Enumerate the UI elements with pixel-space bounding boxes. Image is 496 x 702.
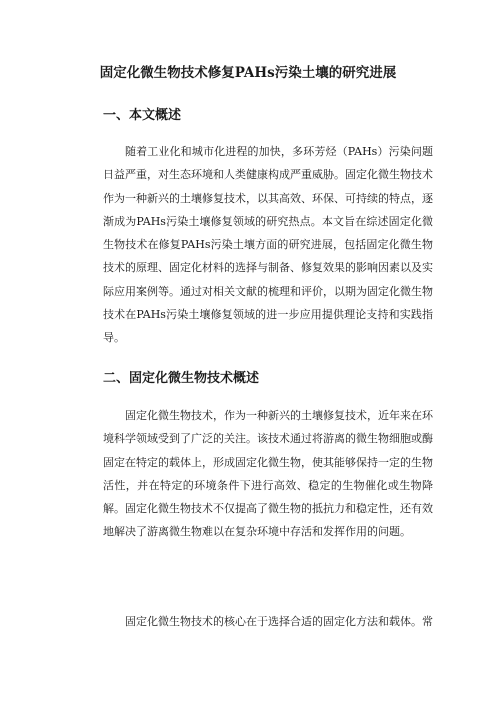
overview-paragraph: 随着工业化和城市化进程的加快，多环芳烃（PAHs）污染问题日益严重，对生态环境和人类健康构成严重威胁。固定化微生物技术作为一种新兴的土壤修复技术，以其高效、环保、可持续的特点，逐渐成为PAHs污染土壤修复领域的研究热点。本文旨在综述固定化微生物技术在修复PAHs污染土壤方面的研究进展，包括固定化微生物技术的原理、固定化材料的选择与制备、修复效果的影响因素以及实际应用案例等。通过对相关文献的梳理和评价，以期为固定化微生物技术在PAHs污染土壤修复领域的进一步应用提供理论支持和实践指导。 (103, 145, 433, 345)
document-title: 固定化微生物技术修复PAHs污染土壤的研究进展 (99, 65, 397, 81)
technology-paragraph-2: 固定化微生物技术的核心在于选择合适的固定化方法和载体。常 (125, 615, 433, 628)
technology-paragraph-1: 固定化微生物技术，作为一种新兴的土壤修复技术，近年来在环境科学领域受到了广泛的关注。该技术通过将游离的微生物细胞或酶固定在特定的载体上，形成固定化微生物，使其能够保持一定的生物活性，并在特定的环境条件下进行高效、稳定的生物催化或生物降解。固定化微生物技术不仅提高了微生物的抵抗力和稳定性，还有效地解决了游离微生物难以在复杂环境中存活和发挥作用的问题。 (103, 409, 433, 539)
section-heading-technology: 二、固定化微生物技术概述 (103, 371, 260, 386)
section-heading-overview: 一、本文概述 (103, 108, 182, 123)
